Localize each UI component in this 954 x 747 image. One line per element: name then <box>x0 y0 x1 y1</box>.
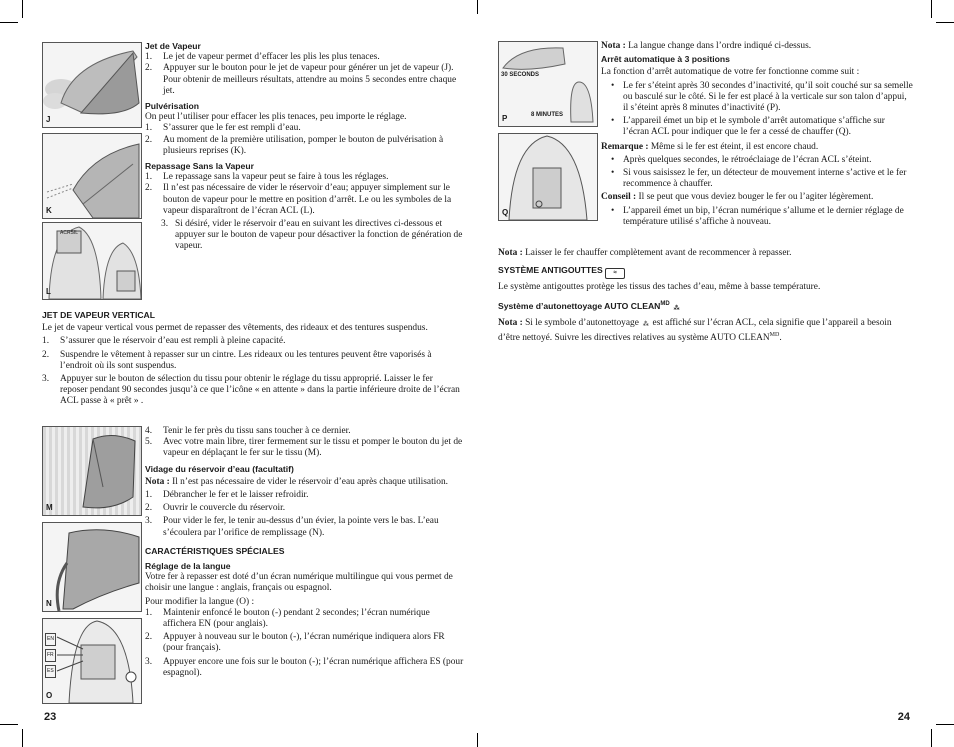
list-item: 5. Avec votre main libre, tirer fermement sur le tissu et pomper le bouton du jet de vapeur en déplaçant le fer sur le tissu (M). <box>145 437 463 459</box>
paragraph: La fonction d’arrêt automatique de votre fer fonctionne comme suit : <box>601 67 860 78</box>
list-item: 4. Tenir le fer près du tissu sans toucher à ce dernier. <box>145 426 351 436</box>
list-item: 3. Si désiré, vider le réservoir d’eau en suivant les directives ci-dessous et appuyer sur le bouton de vapeur pour désactiver la fonction de génération de vapeur. <box>161 219 463 252</box>
figure-label: K <box>46 205 52 215</box>
page-number: 23 <box>44 710 57 723</box>
list-item: 1. Le jet de vapeur permet d’effacer les plis les plus tenaces. <box>145 52 380 63</box>
paragraph: Votre fer à repasser est doté d’un écran numérique multilingue qui vous permet de choisir une langue : anglais, français ou espagnol. <box>145 572 453 594</box>
figure-o-language <box>42 618 142 704</box>
paragraph: Le jet de vapeur vertical vous permet de repasser des vêtements, des rideaux et des tentures suspendus. <box>42 323 428 334</box>
list-item: 1. S’assurer que le fer est rempli d’eau. <box>145 123 301 134</box>
lcd-text: ACRSIL <box>60 230 79 236</box>
label-8-minutes: 8 MINUTES <box>531 112 564 118</box>
list-item: 2. Appuyer à nouveau sur le bouton (-), l’écran numérique indiquera alors FR (pour français). <box>145 632 445 654</box>
list-item: 2. Au moment de la première utilisation, pomper le bouton de pulvérisation à plusieurs reprises (K). <box>145 134 444 156</box>
figure-l-lcd-display <box>42 222 142 300</box>
list-item: 1. Le repassage sans la vapeur peut se faire à tous les réglages. <box>145 172 389 183</box>
note: Nota : La langue change dans l’ordre indiqué ci-dessus. <box>601 41 812 51</box>
tip: Conseil : Il se peut que vous deviez bouger le fer ou l’agiter légèrement. <box>601 192 874 203</box>
crop-mark <box>931 729 932 747</box>
label-30-seconds: 30 SECONDS <box>501 72 540 78</box>
figure-label: O <box>46 690 53 700</box>
crop-mark <box>0 724 18 725</box>
figure-label: N <box>46 598 52 608</box>
crop-mark <box>0 22 18 23</box>
figure-label: L <box>46 286 51 296</box>
list-item: 1. Débrancher le fer et le laisser refroidir. <box>145 490 309 501</box>
section-heading: Système d’autonettoyage AUTO $CLEAN^{MD}$ ⁂ <box>498 301 680 313</box>
list-item: 2. Appuyer sur le bouton pour le jet de vapeur pour générer un jet de vapeur (J). Pour obtenir de meilleurs résultats, attendre au moins 5 secondes entre chaque jet. <box>145 63 457 96</box>
remark: Remarque : Même si le fer est éteint, il est encore chaud. <box>601 141 819 152</box>
crop-mark <box>22 729 23 747</box>
crop-mark <box>477 0 478 14</box>
list-item: 3. Appuyer encore une fois sur le bouton (-); l’écran numérique affichera ES (pour espagnol). <box>145 656 464 678</box>
sub-heading: Réglage de la langue <box>145 561 231 572</box>
bullet-item: • L’appareil émet un bip, l’écran numérique s’allume et le dernier réglage de température utilisé s’affiche à nouveau. <box>611 205 904 227</box>
section-heading: Repassage Sans la Vapeur <box>145 161 254 172</box>
paragraph: Le système antigouttes protège les tissus des taches d’eau, même à basse température. <box>498 282 821 293</box>
bullet-item: • Après quelques secondes, le rétroéclaiage de l’écran ACL s’éteint. <box>611 154 872 165</box>
lang-en-label: EN <box>45 633 56 646</box>
list-item: 3. Appuyer sur le bouton de sélection du tissu pour obtenir le réglage du tissu approprié. Laisser le fer reposer pendant 90 secondes jusqu’à ce que l’icône « en attente » dans la partie inférieure droite de l’écran ACL passe à « prêt » . <box>42 374 460 407</box>
list-item: 1. S’assurer que le réservoir d’eau est rempli à pleine capacité. <box>42 336 286 347</box>
anti-drip-icon: ≈ <box>605 268 625 279</box>
bullet-item: • Le fer s’éteint après 30 secondes d’inactivité, qu’il soit couché sur sa semelle ou basculé sur le côté. Si le fer est placé à la verticale sur son talon d’appui, il s’éteint après 8 minutes d’inactivité (P). <box>611 80 913 114</box>
figure-j-steam-burst <box>42 42 142 128</box>
list-item: 2. Il n’est pas nécessaire de vider le réservoir d’eau; appuyer simplement sur le bouton de vapeur pour le mettre en position d’arrêt. Le ou les symboles de la vapeur disparaîtront de l’écran ACL (L). <box>145 183 452 216</box>
auto-clean-icon: ⁂ <box>642 322 649 329</box>
crop-mark <box>936 724 954 725</box>
auto-clean-icon: ⁂ <box>673 306 680 313</box>
figure-k-spray <box>42 133 142 219</box>
crop-mark <box>22 0 23 18</box>
figure-label: P <box>502 113 508 123</box>
list-item: 3. Pour vider le fer, le tenir au-dessus d’un évier, la pointe vers le bas. L’eau s’écoulera par l’orifice de remplissage (N). <box>145 516 439 538</box>
figure-q-lcd <box>498 133 598 221</box>
figure-label: M <box>46 502 53 512</box>
bullet-item: • L’appareil émet un bip et le symbole d’arrêt automatique s’affiche sur l’écran ACL pour indiquer que le fer a cessé de chauffer (Q). <box>611 116 885 138</box>
bullet-item: • Si vous saisissez le fer, un détecteur de mouvement interne s’active et le fer recommence à chauffer. <box>611 168 907 190</box>
section-heading: CARACTÉRISTIQUES SPÉCIALES <box>145 545 285 556</box>
paragraph: On peut l’utiliser pour effacer les plis tenaces, peu importe le réglage. <box>145 112 407 123</box>
section-heading: Vidage du réservoir d’eau (facultatif) <box>145 463 294 474</box>
figure-p-auto-off <box>498 41 598 127</box>
note: Nota : Laisser le fer chauffer complètement avant de recommencer à repasser. <box>498 248 792 258</box>
figure-n-emptying <box>42 522 142 612</box>
page-number: 24 <box>897 710 910 723</box>
paragraph: Pour modifier la langue (O) : <box>145 596 255 607</box>
lang-es-label: ES <box>45 665 56 678</box>
list-item: 1. Maintenir enfoncé le bouton (-) pendant 2 secondes; l’écran numérique affichera EN (pour anglais). <box>145 607 430 630</box>
lang-fr-label: FR <box>45 649 56 662</box>
figure-label: Q <box>502 207 509 217</box>
section-heading: Jet de Vapeur <box>145 41 201 51</box>
crop-mark <box>931 0 932 18</box>
section-heading: JET DE VAPEUR VERTICAL <box>42 310 156 320</box>
figure-m-vertical-steam <box>42 426 142 516</box>
note: Nota : Il n’est pas nécessaire de vider le réservoir d’eau après chaque utilisation. <box>145 476 449 487</box>
crop-mark <box>477 733 478 747</box>
figure-label: J <box>46 114 51 124</box>
crop-mark <box>936 22 954 23</box>
note: Nota : Si le symbole d’autonettoyage ⁂ est affiché sur l’écran ACL, cela signifie que l’appareil a besoin d’être nettoyé. Suivre les directives relatives au système AUTO $CLEAN^{MD}$. <box>498 318 892 344</box>
section-heading: Pulvérisation <box>145 101 199 112</box>
section-heading: Arrêt automatique à 3 positions <box>601 54 730 65</box>
list-item: 2. Suspendre le vêtement à repasser sur un cintre. Les rideaux ou les tentures peuvent être vaporisés à l’endroit où ils sont suspendus. <box>42 349 432 371</box>
list-item: 2. Ouvrir le couvercle du réservoir. <box>145 503 286 514</box>
section-heading: SYSTÈME ANTIGOUTTES ≈ <box>498 265 914 279</box>
